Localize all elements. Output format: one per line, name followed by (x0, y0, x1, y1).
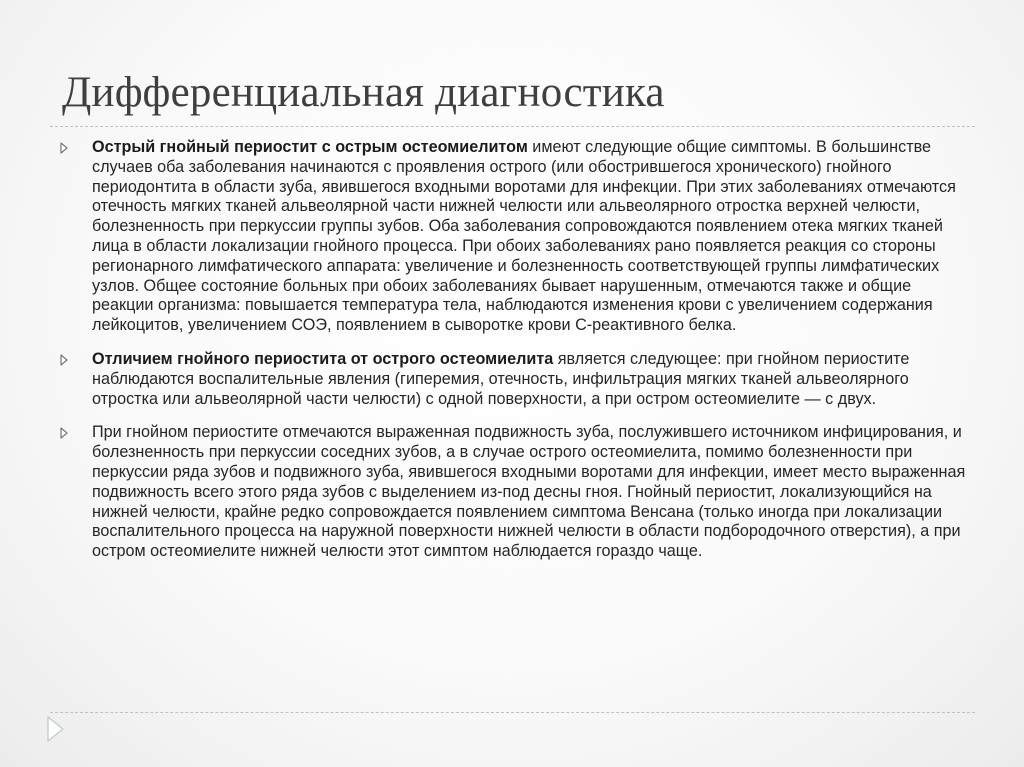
bullet-item-2 (58, 350, 970, 409)
slide-body (58, 138, 970, 576)
slide-title: Дифференциальная диагностика (62, 69, 665, 116)
triangle-decoration-icon (44, 714, 66, 744)
bullet-text (92, 350, 909, 408)
bullet-emphasis: Острый гнойный периостит с острым остеомиелитом (92, 138, 528, 156)
bullet-item-1 (58, 138, 970, 336)
bullet-body: При гнойном периостите отмечаются выраженная подвижность зуба, послужившего источником инфицирования, и болезненность при перкуссии соседних зубов, а в случае острого остеомиелита, помимо болезненности при перкуссии ряда зубов и подвижного зуба, явившегося входными воротами для инфекции, имеет место выраженная подвижность всего этого ряда зубов с выделением из-под десны гноя. Гнойный периостит, локализующийся на нижней челюсти, крайне редко сопровождается появлением симптома Венсана (только иногда при локализации воспалительного процесса на наружной поверхности нижней челюсти в области подбородочного отверстия), а при остром остеомиелите нижней челюсти этот симптом наблюдается гораздо чаще. (92, 423, 966, 561)
bullet-text (92, 138, 956, 334)
bullet-emphasis: Отличием гнойного периостита от острого остеомиелита (92, 349, 554, 368)
title-divider (50, 126, 975, 127)
footer-divider (50, 712, 975, 713)
bullet-body: является следующее: при гнойном периостите наблюдаются воспалительные явления (гиперемия, отечность, инфильтрация мягких тканей альвеолярного отростка или альвеолярной части челюсти) с одной поверхности, а при остром остеомиелите — с двух. (92, 349, 910, 408)
bullet-item-3 (58, 423, 970, 562)
triangle-bullet-icon (58, 351, 72, 369)
bullet-text (92, 423, 965, 560)
triangle-bullet-icon (58, 139, 72, 157)
bullet-body: имеют следующие общие симптомы. В большинстве случаев оба заболевания начинаются с проявления острого (или обострившегося хронического) гнойного периодонтита в области зуба, явившегося входными воротами для инфекции. При этих заболеваниях отмечаются отечность мягких тканей альвеолярной части нижней челюсти или альвеолярного отростка верхней челюсти, болезненность при перкуссии группы зубов. Оба заболевания сопровождаются появлением отека мягких тканей лица в области локализации гнойного процесса. При обоих заболеваниях рано появляется реакция со стороны регионарного лимфатического аппарата: увеличение и болезненность соответствующей группы лимфатических узлов. Общее состояние больных при обоих заболеваниях бывает нарушенным, отмечаются также и общие реакции организма: повышается температура тела, наблюдаются изменения крови с увеличением содержания лейкоцитов, увеличением СОЭ, появлением в сыворотке крови С-реактивного белка. (92, 138, 956, 335)
triangle-bullet-icon (58, 424, 72, 442)
